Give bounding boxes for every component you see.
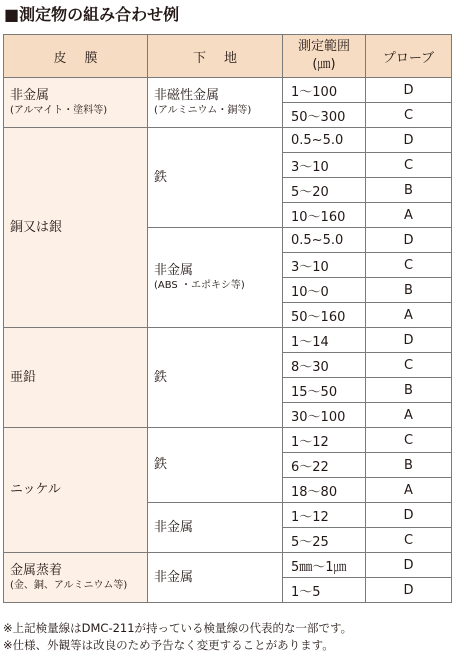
header-probe: プローブ (366, 35, 452, 78)
page-title: ■測定物の組み合わせ例 (4, 5, 180, 24)
table-row (4, 428, 452, 453)
substrate-label: 鉄 (154, 457, 168, 472)
substrate-cell (148, 503, 283, 553)
probe-cell: D (366, 503, 452, 528)
probe-cell: D (366, 553, 452, 578)
probe-cell: A (366, 303, 452, 328)
probe-cell: C (366, 103, 452, 128)
substrate-sub-label: (アルミニウム・銅等) (154, 104, 252, 116)
header-range-line2: (㎛) (312, 57, 336, 72)
substrate-cell (148, 78, 283, 128)
combination-table (3, 34, 452, 603)
substrate-cell (148, 328, 283, 428)
header-range-line1: 測定範囲 (297, 39, 350, 54)
probe-cell: A (366, 478, 452, 503)
substrate-label: 鉄 (154, 369, 168, 385)
range-cell: 15～50 (283, 378, 366, 403)
range-cell: 5～20 (283, 178, 366, 203)
range-cell: 3～10 (283, 253, 366, 278)
probe-cell: D (366, 228, 452, 253)
probe-cell: B (366, 278, 452, 303)
header-coating: 皮膜 (4, 35, 148, 78)
coating-label: 金属蒸着 (10, 562, 63, 578)
range-cell: 6～22 (283, 453, 366, 478)
table-row (4, 78, 452, 103)
substrate-label: 鉄 (154, 169, 168, 185)
coating-label: 非金属 (10, 87, 50, 103)
coating-cell (4, 428, 148, 553)
range-cell: 18～80 (283, 478, 366, 503)
probe-cell: B (366, 178, 452, 203)
range-cell: 30～100 (283, 403, 366, 428)
substrate-cell (148, 128, 283, 228)
range-cell: 5～25 (283, 528, 366, 553)
header-substrate: 下地 (148, 35, 283, 78)
probe-cell: C (366, 153, 452, 178)
coating-label: 銅又は銀 (10, 219, 63, 235)
range-cell: 8～30 (283, 353, 366, 378)
footnote-2: ※仕様、外観等は改良のため予告なく変更することがあります。 (3, 638, 334, 652)
range-cell: 5㎜～1㎛ (283, 553, 366, 578)
probe-cell: D (366, 78, 452, 103)
range-cell: 10～0 (283, 278, 366, 303)
range-cell: 1～12 (283, 428, 366, 453)
substrate-cell (148, 228, 283, 328)
probe-cell: C (366, 528, 452, 553)
probe-cell: D (366, 128, 452, 153)
coating-cell (4, 78, 148, 128)
range-cell: 3～10 (283, 153, 366, 178)
substrate-sub-label: (ABS ・エポキシ等) (154, 279, 245, 291)
range-cell: 10～160 (283, 203, 366, 228)
table-header-row (4, 35, 452, 78)
coating-sub-label: (金、銅、アルミニウム等) (10, 579, 128, 591)
coating-cell (4, 328, 148, 428)
probe-cell: D (366, 578, 452, 603)
range-cell: 1～12 (283, 503, 366, 528)
table-row (4, 328, 452, 353)
range-cell: 0.5~5.0 (283, 228, 366, 253)
substrate-cell (148, 553, 283, 603)
table-row (4, 128, 452, 153)
probe-cell: C (366, 428, 452, 453)
coating-cell (4, 553, 148, 603)
coating-label: ニッケル (10, 482, 61, 497)
header-range (283, 35, 366, 78)
range-cell: 0.5~5.0 (283, 128, 366, 153)
range-cell: 50～160 (283, 303, 366, 328)
table-row (4, 553, 452, 578)
substrate-label: 非金属 (154, 262, 194, 278)
probe-cell: D (366, 328, 452, 353)
coating-cell (4, 128, 148, 328)
probe-cell: B (366, 453, 452, 478)
probe-cell: C (366, 353, 452, 378)
substrate-label: 非磁性金属 (154, 87, 220, 103)
probe-cell: C (366, 253, 452, 278)
probe-cell: A (366, 203, 452, 228)
footnote-1: ※上記検量線はDMC-211が持っている検量線の代表的な一部です。 (3, 621, 353, 635)
coating-label: 亜鉛 (10, 369, 37, 385)
range-cell: 1～14 (283, 328, 366, 353)
coating-sub-label: (アルマイト・塗料等) (10, 104, 108, 116)
range-cell: 1～100 (283, 78, 366, 103)
substrate-label: 非金属 (154, 519, 194, 535)
probe-cell: A (366, 403, 452, 428)
footnotes (3, 620, 352, 654)
substrate-label: 非金属 (154, 569, 194, 585)
range-cell: 50～300 (283, 103, 366, 128)
range-cell: 1～5 (283, 578, 366, 603)
probe-cell: B (366, 378, 452, 403)
substrate-cell (148, 428, 283, 503)
